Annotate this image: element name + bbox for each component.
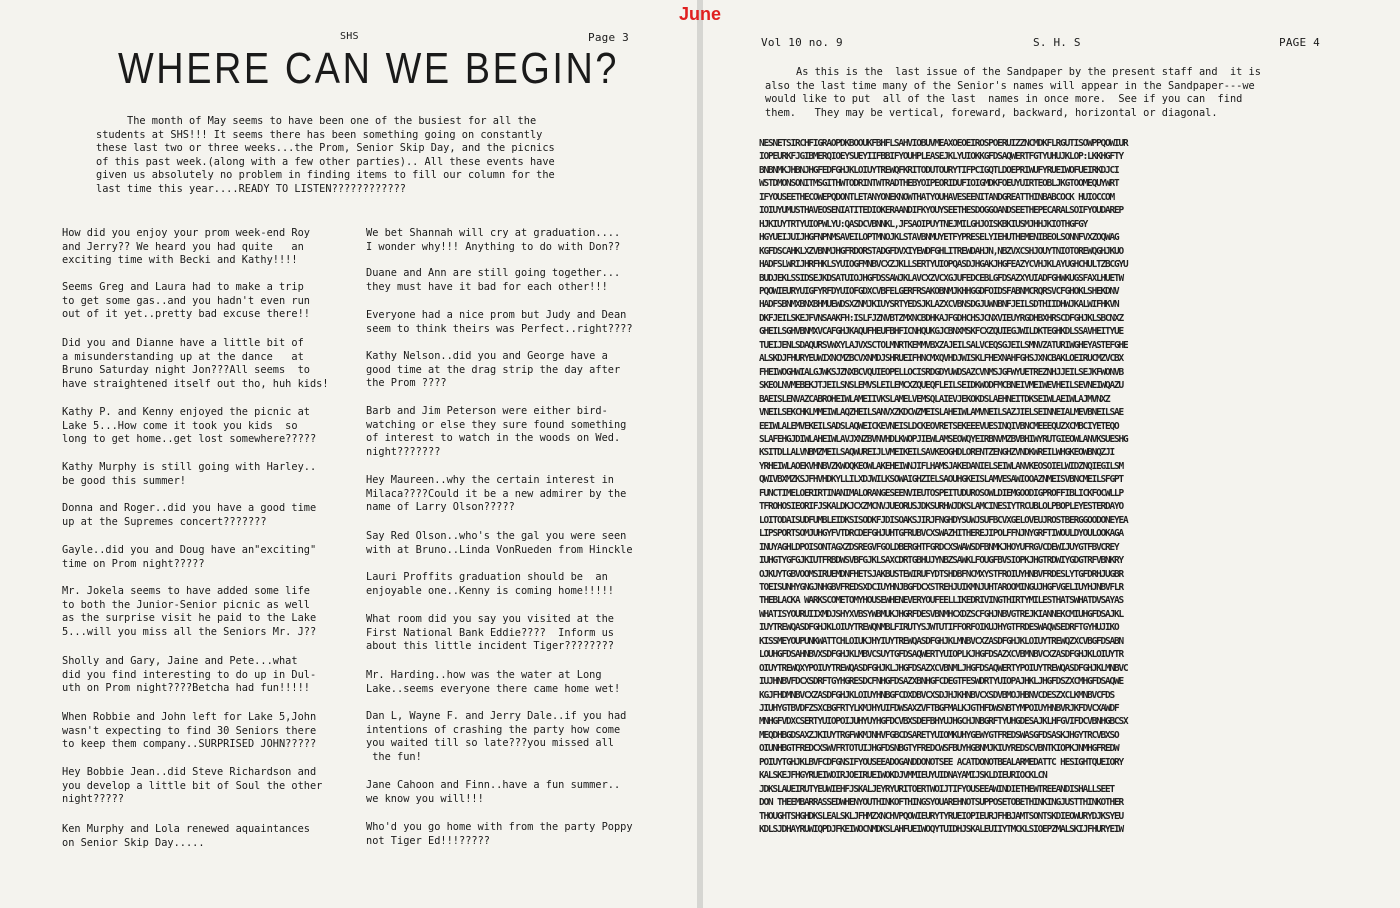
column-item: Did you and Dianne have a little bit of a misunderstanding up at the dance at Bruno Saturday night Jon???All seems to have straightened itself out tho, huh kids! bbox=[62, 337, 329, 390]
right-page-header-center: S. H. S bbox=[1033, 36, 1081, 49]
grid-row: ALSKDJFHURYEUWIXNCMZBCVXNMDJSHRUEIFHNCMXQVHDJWISKLFHEXNAHFGHSJXNCBAKLOEIRUCMZVCBX bbox=[759, 353, 1124, 365]
grid-row: KGFDSCAHKLXZVBNMJHGFRDORSTADGFDVXIYEWDFGHLITREWDAHJN,NBZVXCSHJOUYTNIOTOREWQGHJKUO bbox=[759, 245, 1124, 257]
column-item: Duane and Ann are still going together... they must have it bad for each other!!! bbox=[366, 267, 621, 293]
grid-row: LOUHGFDSAHNBVXSDFGHJKLMBVCSUYTGFDSAQWERTYUIOPLKJHGFDSAZXCVBMNBVCXZASDFGHJKLOIUYTR bbox=[759, 649, 1124, 661]
right-page-header-right: PAGE 4 bbox=[1279, 36, 1320, 49]
column-item: Hey Bobbie Jean..did Steve Richardson and you develop a little bit of Soul the other night????? bbox=[62, 766, 323, 806]
grid-row: MNHGFVDXCSERTYUIOPOIJUHYUYHGFDCVBXSDEFBHYUJHGCHJNBGRFTYUHGDESAJKLHFGVIFDCVBNHGBCSX bbox=[759, 716, 1128, 728]
gossip-column-1 bbox=[62, 0, 362, 849]
right-page bbox=[703, 0, 1400, 908]
grid-row: OJKUYTGBVOOMSIRUEMDNFHETSJAKBUSTEWIRUFYDTSHDBFNCMXYSTFROIUYHNBVFRDESLYTGFDRHJUGBR bbox=[759, 568, 1124, 580]
grid-row: YRHEIWLAOEKVHNBVZKWOQKEOWLAKEHEIWNJIFLHAMSJAKEDANIELSEIWLANVKEOSOIELWIDZNQIEGILSM bbox=[759, 460, 1124, 472]
column-item: Jane Cahoon and Finn..have a fun summer.. we know you will!!! bbox=[366, 779, 621, 805]
grid-row: LOITODAISUDFUMBLEIDKSISODKFJDISOAKSJIRJFNGHDYSUWJSUFBCVXGELOVEUJROSTBERGGOODONEYEA bbox=[759, 514, 1128, 526]
column-item: Who'd you go home with from the party Poppy not Tiger Ed!!!????? bbox=[366, 821, 633, 847]
grid-row: SLAFEHGJDIWLAHEIWLAVJXNZBVNVHDLKWOPJIEWLAMSEOWQYEIRBNVMZBVBHIWYRUTGIEOWLANVKSUESHG bbox=[759, 433, 1128, 445]
column-item: Seems Greg and Laura had to make a trip to get some gas..and you hadn't even run out of it yet..pretty bad excuse there!! bbox=[62, 281, 310, 321]
column-item: Kathy P. and Kenny enjoyed the picnic at Lake 5...How come it took you kids so long to get home..get lost somewhere????? bbox=[62, 406, 317, 446]
right-page-header-left: Vol 10 no. 9 bbox=[761, 36, 843, 49]
grid-row: KISSMEYOUPUNKWATTCHLOIUKJHYIUYTREWQASDFGHJKLMNBVCXZASDFGHJKLOIUYTREWQZXCVBGFDSABN bbox=[759, 635, 1124, 647]
grid-row: FHEIWOGHWIALGJWKSJZNXBCVQUIEOPELLOCISRDGDYUWDSAZCVNMSJGFWYUETREZNHJJEILSEJKFWONVB bbox=[759, 366, 1124, 378]
grid-row: KALSKEJFHGYRUEIWOIRJOEIRUEIWOKDJVMMIEUYUIDNAYAMIJSKLDIEURIOCKLCN bbox=[759, 770, 1047, 782]
grid-row: IUHGTYGFGJKIUTFRBDWSVBFGJKLSAXCDRTGBHUJYNBZSAWKLFOUGFBVSIOPKJHGTRDWIYGDGTRFVBNKRY bbox=[759, 555, 1124, 567]
grid-row: JIUHYGTBVDFZSXCBGFRTYLKMJHYUIFDWSAXZVFTBGFMALKJGTHFDWSNBTYMPOIUYHNBVRJKFDVCXAWDF bbox=[759, 703, 1119, 715]
grid-row: GHEILSGHVBNMXVCAFGHJKAQUFHEUFBHFICNHQUKGJCBNXMSKFCXZQUIEGJWILDKTEGHKDLSSAVHEITYUE bbox=[759, 326, 1124, 338]
grid-row: EEIWLALEMVEKEILSADSLAQWEICKEVNEISLDCKEOVRETSEKEEEVUESINQIVBNCMEEEQUZXCMBCIYETEQO bbox=[759, 420, 1119, 432]
column-item: How did you enjoy your prom week-end Roy and Jerry?? We heard you had quite an exciting time with Becki and Kathy!!!! bbox=[62, 227, 310, 267]
column-item: Barb and Jim Peterson were either bird- watching or else they sure found something of interest to watch in the woods on Wed. night??????? bbox=[366, 405, 627, 458]
grid-row: NESNETSIRCHFIGRAOPDKBOOUKFBHFLSAHVIOBUVMEAXOEOEIROSPOERUIZZNCMDKFLRGUTISOWPPQOWIUR bbox=[759, 138, 1128, 149]
grid-row: PQOWIEURYUIGFYRFDYUIOFGDXCVBFELGERFRSAKOBNMJKHHGGDFOIDSFABNMCRQRSVCFGHOKLSHEKDNV bbox=[759, 285, 1119, 297]
grid-row: FUNCTIMELOERIRTINANIMALORANGESEENVIEUTOSPEITUDUROSOWLDIEMGOODIGPROFFIBLICKFOCWLLP bbox=[759, 487, 1124, 499]
intro-paragraph: The month of May seems to have been one of the busiest for all the students at SHS!!! It seems there has been something going on constantly these last two or three weeks...the Prom, Senior Skip Day, and the picnics of this past week.(along with a few other parties).. All these events have given us absolutely no problem in finding items to fill our column for the last time this year....READY TO LISTEN???????????? bbox=[96, 115, 555, 195]
column-item: What room did you say you visited at the First National Bank Eddie???? Inform us about this little incident Tiger???????? bbox=[366, 613, 614, 653]
column-item: Lauri Proffits graduation should be an enjoyable one..Kenny is coming home!!!!! bbox=[366, 571, 614, 597]
grid-row: MEQDHBGDSAXZJKIUYTRGFWKMJNHVFGBCDSARETYUIOMKUHYGEWYGTFREDSWASGFDSASKJHGYTRCVBXSO bbox=[759, 729, 1119, 741]
grid-row: DKFJEILSKEJFVNSAAKFH:ISLFJZNVBTZMXNCBDHKAJFGDHCHSJCNXVIEUYRGDHBXHRSCDFGHJKLSBCNXZ bbox=[759, 312, 1124, 324]
grid-row: INUYAGHLDPOISONTAGXZDSREGVFGOLDBERGHTFGRDCXSWAWSDFBNMKJHOYUFRGVCDEWIJUYGTFBVCREY bbox=[759, 541, 1119, 553]
grid-row: TOEISUNHYGNGJNHGBVFREDSXDCIUYHNJBGFDCXSTREHJUIKMNJUHTAROOMINGUJHGFVGELIUYHJNBVFLR bbox=[759, 581, 1124, 593]
left-page bbox=[0, 0, 697, 908]
grid-row: POIUYTGHJKLBVFCDFGNSIFYOUSEEADOGANDDONOTSEE ACATDONOTBEALARMEDATTC HESIGHTQUEIORY bbox=[759, 756, 1124, 768]
headline: WHERE CAN WE BEGIN? bbox=[118, 44, 620, 93]
column-item: Ken Murphy and Lola renewed aquaintances on Senior Skip Day..... bbox=[62, 823, 310, 849]
grid-row: VNEILSEKCHKLMMEIWLAQZHEILSANVXZKDCWZMEISLAHEIWLAMVNEILSAZJIELSEINNEIALMEVBNEILSAE bbox=[759, 407, 1124, 419]
gossip-column-2 bbox=[366, 0, 666, 847]
grid-row: KDLSJDHAYRUWIQPDJFKEIWOCNMDKSLAHFUEIWOQYTUIDHJSKALEUIIYTMCKLSIOEPZMALSKIJFHURYEIW bbox=[759, 824, 1124, 836]
column-item: Kathy Nelson..did you and George have a good time at the drag strip the day after the Prom ???? bbox=[366, 350, 621, 390]
column-item: We bet Shannah will cry at graduation.... I wonder why!!! Anything to do with Don?? bbox=[366, 227, 621, 253]
word-search-grid bbox=[759, 137, 1349, 837]
grid-row: SKEOLNVMEBEKJTJEILSNSLEMVSLEILEMCXZQUEQFLEILSEIDKWODFMCBNEIVMEIWEVHEILSEVNEIWQAZU bbox=[759, 380, 1124, 392]
grid-row: WHATISYOURUIIXMDJSHYXVBSYWBMUKJHGRFDESVBNMHCXDZSCFGHJNBVGTREJKIANNEKCMIUHGFDSAJKL bbox=[759, 608, 1124, 620]
column-item: Say Red Olson..who's the gal you were seen with at Bruno..Linda VonRueden from Hinckle bbox=[366, 530, 633, 556]
column-item: Everyone had a nice prom but Judy and Dean seem to think theirs was Perfect..right???? bbox=[366, 309, 633, 335]
month-label: June bbox=[678, 4, 721, 24]
grid-row: JDKSLAUEIRUTYEUWIEHFJSKALJEYRYURITOERTWOIJTIFYOUSEEAWINDIETHEWTREEANDISHALLSEET bbox=[759, 783, 1115, 795]
grid-row: IUYTREWQASDFGHJKLOIUYTREWQNMBLFIRUTYSJWTUTIFFORFOIKUJHYGTFRDESWAQWSEDRFTGYHUJIKO bbox=[759, 622, 1119, 634]
left-page-header-right: Page 3 bbox=[588, 31, 629, 44]
grid-row: IUJHNBVFDCXSDRFTGYHGRESDCFNHGFDSAZXBNHGFCDEGTFESWDRTYUIOPAJHKLJHGFDSZXCMHGFDSAQWE bbox=[759, 676, 1124, 688]
grid-row: IOPEURKFJGIBMERQIOEYSUEYIIFBBIFYOUHPLEASEJKLYUIOKKGFDSAQWERTFGTYUHUJKLOP:LKKHGFTY bbox=[759, 151, 1124, 163]
grid-row: HADFSBNMXBNXBHMUEWDSXZNMJKIUYSRTYEDSJKLAZXCVBNSDGJUWNBNFJEILSDTHIIDHWJKALWIFHKVN bbox=[759, 299, 1119, 311]
column-item: Kathy Murphy is still going with Harley.. be good this summer! bbox=[62, 461, 317, 487]
word-search-instructions: As this is the last issue of the Sandpaper by the present staff and it is also the last time many of the Senior's names will appear in the Sandpaper---we would like to put all of the last names in once more. See if you can find them. They may be vertical, foreward, backward, horizontal or diagonal. bbox=[765, 66, 1261, 119]
column-item: Mr. Jokela seems to have added some life to both the Junior-Senior picnic as well as the surprise visit he paid to the Lake 5...will you miss all the Seniors Mr. J?? bbox=[62, 585, 317, 638]
grid-row: HJKIUYTRTYUIOPWLYU:QASDCVBNNKL,JFSAOIPUYTNEJMILGHJOISKBKIUSMJHHJKIOTHGFGY bbox=[759, 218, 1088, 230]
grid-row: IOIUYUMUSTHAVEOSENIATITEDIOKERAANDIFKYOUYSEETHESDOGGOANDSEETHEPECARALSOIFYOUDAREP bbox=[759, 205, 1124, 217]
grid-row: KGJFHDMNBVCXZASDFGHJKLOIUYHNBGFCDXDBVCXSDJHJKHNBVCXSDVBMOJHBNVCDESZXCLKMNBVCFDS bbox=[759, 689, 1115, 701]
left-page-header-left: SHS bbox=[340, 31, 359, 42]
grid-row: OIUYTREWQXYPOIUYTREWQASDFGHJKLJHGFDSAZXCVBNMLJHGFDSAQWERTYPOIUYTREWQASDFGHJKLMNBVC bbox=[759, 662, 1128, 674]
grid-row: BAEISLENVAZCABROHEIWLAMEIIVKSLAMELVEMSQLAIEVJEKOKDSLAEHNEITDKSEIWLAEIWLAJMVNXZ bbox=[759, 393, 1110, 405]
grid-row: THOUGHTSHGHDKSLEALSKLJFHMZXNCHVPQOWIEURYTYRUEIOPIEURJFHBJAMTSONTSKDIEOWURYDJKSYEU bbox=[759, 810, 1124, 822]
grid-row: IFYOUSEETHECOWEPQDONTLETANYONEKNOWTHATYOUHAVESEENITANDGREATTHINBABCOCK HUIOCCOM bbox=[759, 191, 1115, 203]
grid-row: KSITDLLALVNBMZMEILSAQWUREIJLVMEIKEILSAVKEOGHDLORENTZENGHZVNDKWREILWHGKEOWBNQZJI bbox=[759, 447, 1115, 459]
column-item: When Robbie and John left for Lake 5,John wasn't expecting to find 30 Seniors there to keep them company..SURPRISED JOHN????? bbox=[62, 711, 317, 751]
grid-row: TFROHOSIEORIFJSKALDKJCXZMCNVJUEORUSJDKSURHWJDKSLAMCINESIYTRCUBLOLPBOPLEYESTERDAYO bbox=[759, 501, 1124, 513]
column-item: Sholly and Gary, Jaine and Pete...what did you find interesting to do up in Dul- uth on Prom night????Betcha had fun!!!!! bbox=[62, 655, 317, 695]
column-item: Dan L, Wayne F. and Jerry Dale..if you had intentions of crashing the party how come you waited till so late???you missed all the fun! bbox=[366, 710, 627, 763]
grid-row: OIUNHBGTFREDCXSWVFRTOTUIJHGFDSNBGTYFREDCWSFBUYHGBNMJKIUYREDSCVBNTKIOPKJNMHGFREDW bbox=[759, 743, 1119, 755]
column-item: Mr. Harding..how was the water at Long Lake..seems everyone there came home wet! bbox=[366, 669, 621, 695]
column-item: Hey Maureen..why the certain interest in Milaca????Could it be a new admirer by the name of Larry Olson????? bbox=[366, 474, 627, 514]
grid-row: HGYUEIJUIJHGFNPNMSAVEILOPTMNOJKLSTAVBNMUYETFYPRESELYIEHUTHEMENIBEOLSONNFVXZOQWAG bbox=[759, 232, 1119, 244]
grid-row: LIPSPORTSOMJUHGYFVTDRCDEFGHJUHTGFRUBVCXSWAZHITHEREJIPOLFFNJNYGRFTIWOULDYOULOOKAGA bbox=[759, 528, 1124, 540]
grid-row: BUDJEKLSSIDSEJKDSATUIOJHGFDSSAWJKLAVCXZVCXGJUFEDCEBLGFDSAZXYUIADFGHWKUGSFAXLHUETW bbox=[759, 272, 1124, 284]
grid-row: THEBLACKA WARKSCOMETOMYHOUSEWHENEVERYOUFEELLIKEDRIVINGTHIRTYMILESTHATSWHATDVSAYAS bbox=[759, 595, 1124, 607]
grid-row: HADFSLWRIJHRFHKLSYUIOGFMNBVCXZJKLLSERTYUIOPQASDJHGAKJHGFEAZYCVHJKLAYUGHCHULTZBCGYU bbox=[759, 259, 1128, 271]
grid-row: TUEIJENLSDAQURSVWXYLAJVXSCTOLMNRTKEMMVBXZAJEILSALVCEQSGJEILSMNVZATURIWGHEYASTEFGHE bbox=[759, 339, 1128, 351]
grid-row: QWIVBXMZKSJFHVHDKYLLILXDJWILKSOWAIGHZIELSAOUHGKEISLAMVESAWIOOAZNMEISVBNCMEILSFGPT bbox=[759, 474, 1124, 486]
grid-row: WSTDMONSONITMSGITHWTODRINTWTRADTHEBYOIPEORIDUFIOIGMDKFOEUYUIRTEOBLJKGTOOMEQUYWRT bbox=[759, 178, 1119, 190]
column-item: Donna and Roger..did you have a good time up at the Supremes concert??????? bbox=[62, 502, 317, 528]
grid-row: BNBNMKJHBNJHGFEDFGHJKLOIUYTREWQFKRITODUTOURYTIFPCIGQTLDOEPRIWUFYRUEIWOFUEIRKDJCI bbox=[759, 164, 1119, 176]
column-item: Gayle..did you and Doug have an"exciting" time on Prom night????? bbox=[62, 544, 317, 570]
grid-row: DON THEEMBARRASSEDWHENYOUTHINKOFTHINGSYOUAREHNOTSUPPOSETOBETHINKINGJUSTTHINKOTHER bbox=[759, 797, 1124, 809]
